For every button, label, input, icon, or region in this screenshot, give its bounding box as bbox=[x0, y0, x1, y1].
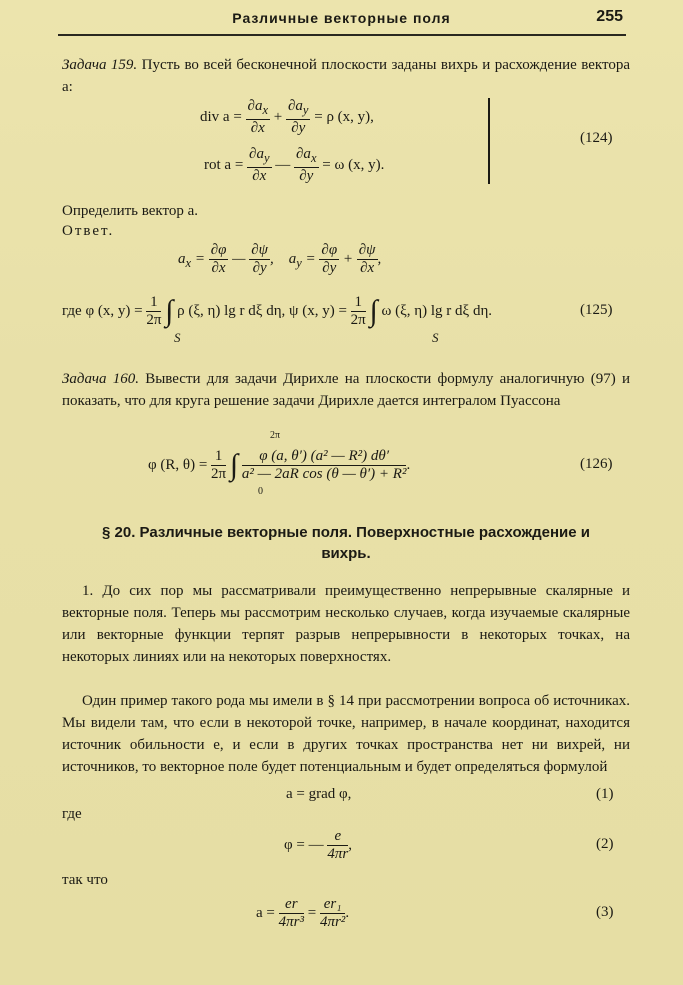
equation-2: φ = — $\frac{e}{4\pi r}$ , bbox=[284, 828, 352, 862]
eq124-rot-rhs: = ω (x, y). bbox=[322, 156, 385, 173]
problem-159-task: Определить вектор a. bbox=[62, 203, 199, 219]
eq-number-126: (126) bbox=[580, 456, 613, 472]
integral-sign-3: ∫ bbox=[229, 448, 239, 482]
equation-1: a = grad φ, bbox=[286, 786, 352, 802]
frac-dax-dy: $\frac{\partial a_x}{\partial y}$ bbox=[296, 146, 317, 184]
frac-dax-dx: $\frac{\partial a_x}{\partial x}$ bbox=[247, 98, 269, 136]
running-head-title: Различные векторные поля bbox=[232, 10, 451, 26]
poisson-denominator: a² — 2aR cos (θ — θ′) + R² bbox=[241, 466, 407, 482]
frac-1-2pi: $\frac{1}{2\pi}$ bbox=[146, 294, 162, 328]
frac-dpsi-dy: $\frac{\partial\psi}{\partial y}$ bbox=[251, 242, 268, 276]
section-paragraph-1: 1. До сих пор мы рассматривали преимущественно непрерывные скалярные и векторные поля. Теперь мы рассмотрим несколько случаев, когда изучаемые скалярные или векторные функции терпят разрыв непрерывности в некоторых точках, на некоторых линиях или на некоторых поверхностях. bbox=[62, 583, 630, 665]
frac-e-4pir: $\frac{e}{4\pi r}$ bbox=[327, 828, 349, 862]
section-paragraph-2: Один пример такого рода мы имели в § 14 при рассмотрении вопроса об источниках. Мы видели там, что если в некоторой точке, например, в начале координат, находится источник обильности e, и если в других точках пространства нет ни вихрей, ни источников, то векторное поле будет потенциальным и будет определяться формулой bbox=[62, 693, 630, 775]
section-title: § 20. Различные векторные поля. Поверхностные расхождение и вихрь. bbox=[102, 524, 590, 562]
frac-dpsi-dx: $\frac{\partial\psi}{\partial x}$ bbox=[358, 242, 376, 276]
integral-sign-2: ∫ bbox=[369, 294, 378, 328]
integral-upper-limit: 2π bbox=[270, 430, 281, 441]
eq-number-3: (3) bbox=[596, 904, 614, 920]
equation-125 bbox=[62, 294, 492, 329]
eq124-div-rhs: = ρ (x, y), bbox=[314, 108, 374, 125]
eq125-mid: ρ (ξ, η) lg r dξ dη, ψ (x, y) = bbox=[177, 302, 347, 319]
problem-159-label: Задача 159. bbox=[62, 57, 138, 73]
equation-126: φ (R, θ) = $\frac{1}{2\pi}$ ∫ $\frac{\text{φ (a, θ′) (a² — R²) dθ′}}{\text{a² — 2aR cos (θ — θ′) + R²}}$ . bbox=[148, 448, 411, 482]
eq125-tail: ω (ξ, η) lg r dξ dη. bbox=[381, 302, 493, 319]
where-word: где bbox=[62, 806, 82, 822]
frac-1-2pi-c: $\frac{1}{2\pi}$ bbox=[211, 448, 227, 482]
answer-components: $a_x$ = $\frac{\partial\varphi}{\partial x}$ — $\frac{\partial\psi}{\partial y}$ , $a_y$ = $\frac{\partial\varphi}{\partial y}$ + $\frac{\partial\psi}{\partial x}$ , bbox=[178, 242, 382, 276]
eq-number-1: (1) bbox=[596, 786, 614, 802]
equation-124-div: div a = $\frac{\partial a_x}{\partial x}$ + $\frac{\partial a_y}{\partial y}$ = ρ (x, y), bbox=[200, 98, 374, 136]
eq2-lhs: φ = — bbox=[284, 836, 324, 853]
equation-brace bbox=[486, 98, 490, 184]
poisson-fraction bbox=[242, 448, 407, 483]
poisson-numerator: φ (a, θ′) (a² — R²) dθ′ bbox=[242, 448, 407, 466]
frac-er-4pir3: $\frac{er}{\text{4πr³}}$ bbox=[278, 896, 304, 930]
eq-number-2: (2) bbox=[596, 836, 614, 852]
eq-number-124: (124) bbox=[580, 130, 613, 146]
equation-124-rot: rot a = $\frac{\partial a_y}{\partial x}$ — $\frac{\partial a_x}{\partial y}$ = ω (x, y). bbox=[204, 146, 385, 184]
eq3-lhs: a = bbox=[256, 904, 275, 921]
problem-159-statement bbox=[62, 54, 630, 98]
eq126-lhs: φ (R, θ) = bbox=[148, 456, 208, 473]
problem-159-text: Пусть во всей бесконечной плоскости заданы вихрь и расхождение вектора a: bbox=[62, 57, 630, 95]
so-that-phrase: так что bbox=[62, 872, 108, 888]
integral-domain-1: S bbox=[174, 330, 181, 345]
frac-1-2pi-b: $\frac{1}{2\pi}$ bbox=[350, 294, 366, 328]
problem-160-statement bbox=[62, 368, 630, 412]
running-head bbox=[0, 6, 683, 34]
page-number: 255 bbox=[596, 8, 623, 25]
eq124-div-lhs: div a = bbox=[200, 108, 242, 125]
frac-dphi-dx: $\frac{\partial\varphi}{\partial x}$ bbox=[210, 242, 227, 276]
frac-dphi-dy: $\frac{\partial\varphi}{\partial y}$ bbox=[321, 242, 338, 276]
integral-domain-2: S bbox=[432, 330, 439, 345]
header-rule bbox=[58, 34, 626, 36]
frac-er1-4pir2: $\frac{\text{er₁}}{\text{4πr²}}$ bbox=[319, 896, 346, 930]
eq124-rot-lhs: rot a = bbox=[204, 156, 244, 173]
problem-160-text: Вывести для задачи Дирихле на плоскости формулу аналогичную (97) и показать, что для круга решение задачи Дирихле дается интегралом Пуассона bbox=[62, 371, 630, 409]
integral-sign: ∫ bbox=[165, 294, 174, 328]
eq-number-125: (125) bbox=[580, 302, 613, 318]
frac-day-dy: $\frac{\partial a_y}{\partial y}$ bbox=[288, 98, 309, 136]
integral-lower-limit: 0 bbox=[258, 486, 263, 497]
problem-160-label: Задача 160. bbox=[62, 371, 139, 387]
eq125-where: где φ (x, y) = bbox=[62, 302, 143, 319]
answer-label: Ответ. bbox=[62, 223, 115, 239]
frac-day-dx: $\frac{\partial a_y}{\partial x}$ bbox=[249, 146, 270, 184]
equation-3: a = $\frac{er}{\text{4πr³}}$ = $\frac{\text{er₁}}{\text{4πr²}}$ . bbox=[256, 896, 350, 930]
